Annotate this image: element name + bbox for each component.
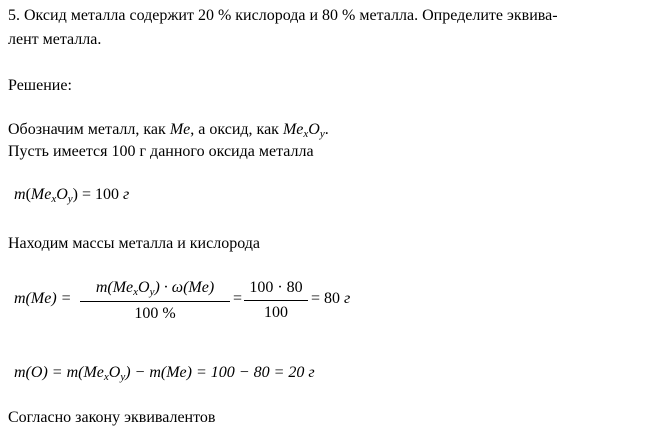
f2-num-b: ) · ω(Me): [154, 279, 215, 296]
formula-oxide-mass: [14, 186, 129, 205]
intro-me: Me: [169, 121, 191, 138]
intro-text-a: Обозначим металл, как: [8, 121, 170, 138]
fraction-1-denominator: 100 %: [134, 305, 176, 322]
f3-text-a: m(O) = m(Me: [14, 364, 104, 381]
fraction-1-numerator: [80, 279, 230, 298]
formula-metal-mass-eq: =: [233, 290, 243, 307]
f1-unit: г: [123, 186, 130, 203]
f2-num-y: y: [149, 286, 155, 298]
f3-unit: г: [308, 364, 315, 381]
formula-metal-mass-fraction-2: [244, 279, 308, 322]
f3-text-b: ) − m(Me) = 100 − 80 = 20: [125, 364, 309, 381]
f2-num-o: O: [138, 279, 150, 296]
f1-close: ): [72, 186, 78, 203]
intro-line-1: [8, 120, 329, 144]
f1-me: Me: [30, 186, 52, 203]
fraction-2-denominator: 100: [264, 304, 288, 321]
intro-period: .: [324, 121, 329, 138]
fraction-2-bar: [244, 300, 308, 301]
problem-line-1: 5. Оксид металла содержит 20 % кислорода и 80 % металла. Определите эквива-: [8, 7, 558, 24]
find-masses-text: Находим массы металла и кислорода: [8, 235, 260, 252]
f1-sub-y: y: [67, 193, 73, 205]
f2-num-x: x: [133, 286, 139, 298]
intro-sub-x: x: [303, 128, 309, 140]
f1-open: (: [25, 186, 31, 203]
formula-metal-mass-lhs: m(Me) =: [14, 290, 72, 307]
f1-sub-x: x: [51, 193, 57, 205]
f2-num-a: m(Me: [95, 279, 134, 296]
f1-eq: = 100: [78, 186, 124, 203]
f1-m: m: [14, 186, 26, 203]
f2-result: = 80: [311, 290, 345, 307]
f3-o: O: [108, 364, 121, 381]
fraction-2-numerator: 100 · 80: [249, 279, 303, 296]
intro-line-2: Пусть имеется 100 г данного оксида металла: [8, 143, 314, 160]
intro-o: O: [308, 121, 320, 138]
solution-heading: Решение:: [8, 77, 72, 94]
formula-metal-mass-result: [311, 290, 350, 308]
problem-line-2: лент металла.: [8, 31, 102, 48]
closing-text: Согласно закону эквивалентов: [8, 409, 216, 426]
f3-sub-x: x: [103, 371, 109, 383]
formula-metal-mass-fraction-1: [80, 279, 230, 323]
intro-mex: Me: [282, 121, 304, 138]
fraction-1-bar: [80, 301, 230, 302]
f1-o: O: [56, 186, 68, 203]
formula-oxygen-mass: [14, 364, 315, 383]
intro-text-b: , а оксид, как: [190, 121, 283, 138]
f2-unit: г: [344, 290, 351, 307]
intro-sub-y: y: [319, 128, 325, 140]
f3-sub-y: y: [120, 371, 126, 383]
